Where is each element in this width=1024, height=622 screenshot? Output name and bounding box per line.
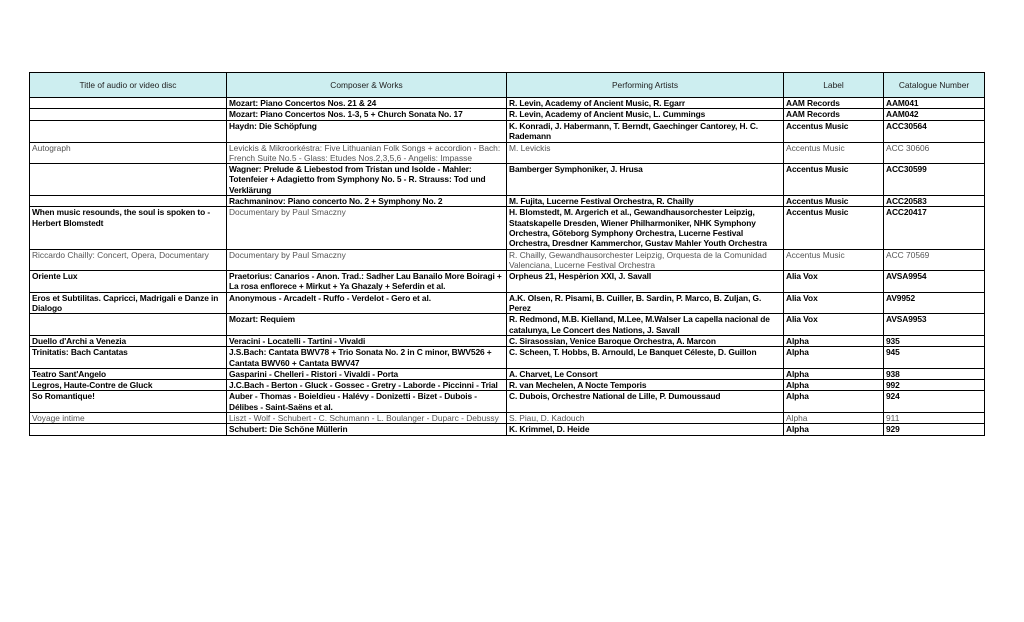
header-title: Title of audio or video disc: [30, 73, 227, 98]
cell-label: Accentus Music: [784, 249, 884, 271]
cell-composer: J.S.Bach: Cantata BWV78 + Trio Sonata No. 2 in C minor, BWV526 + Cantata BWV60 + Cantata BWV47: [227, 347, 507, 369]
cell-title: Trinitatis: Bach Cantatas: [30, 347, 227, 369]
cell-composer: Mozart: Piano Concertos Nos. 21 & 24: [227, 98, 507, 109]
cell-artists: H. Blomstedt, M. Argerich et al., Gewandhausorchester Leipzig, Staatskapelle Dresden, Wiener Philharmoniker, NHK Symphony Orchestra, Göteborg Symphony Orchestra, Lucerne Festival Orchestra, Dresdner Kammerchor, Gustav Mahler Youth Orchestra: [507, 207, 784, 249]
cell-title: Duello d'Archi a Venezia: [30, 335, 227, 346]
cell-label: Accentus Music: [784, 207, 884, 249]
cell-composer: Praetorius: Canarios - Anon. Trad.: Sadher Lau Banailo More Boiragi + La rosa enflorece + Mirkut + Ya Ghazaly + Seferdin et al.: [227, 271, 507, 293]
table-row: [30, 314, 985, 336]
cell-catalogue: AAM042: [884, 109, 985, 120]
cell-catalogue: 935: [884, 335, 985, 346]
cell-artists: R. Chailly, Gewandhausorchester Leipzig, Orquesta de la Comunidad Valenciana, Lucerne Festival Orchestra: [507, 249, 784, 271]
table-row: [30, 391, 985, 413]
table-row: [30, 164, 985, 196]
cell-catalogue: ACC 30606: [884, 142, 985, 164]
cell-catalogue: ACC20583: [884, 196, 985, 207]
cell-artists: K. Krimmel, D. Heide: [507, 424, 784, 435]
cell-artists: Orpheus 21, Hespèrion XXI, J. Savall: [507, 271, 784, 293]
cell-composer: Liszt - Wolf - Schubert - C. Schumann - L. Boulanger - Duparc - Debussy: [227, 413, 507, 424]
cell-catalogue: 938: [884, 368, 985, 379]
cell-title: So Romantique!: [30, 391, 227, 413]
cell-catalogue: ACC20417: [884, 207, 985, 249]
table-row: [30, 335, 985, 346]
cell-composer: J.C.Bach - Berton - Gluck - Gossec - Gretry - Laborde - Piccinni - Trial: [227, 380, 507, 391]
header-composer: Composer & Works: [227, 73, 507, 98]
table-row: [30, 413, 985, 424]
cell-catalogue: ACC30599: [884, 164, 985, 196]
cell-title: Teatro Sant'Angelo: [30, 368, 227, 379]
cell-label: Alpha: [784, 368, 884, 379]
cell-title: Eros et Subtilitas. Capricci, Madrigali e Danze in Dialogo: [30, 292, 227, 314]
header-row: [30, 73, 985, 98]
cell-composer: Veracini - Locatelli - Tartini - Vivaldi: [227, 335, 507, 346]
cell-artists: K. Konradi, J. Habermann, T. Berndt, Gaechinger Cantorey, H. C. Rademann: [507, 120, 784, 142]
cell-title: Riccardo Chailly: Concert, Opera, Documentary: [30, 249, 227, 271]
cell-title: [30, 109, 227, 120]
cell-artists: A. Charvet, Le Consort: [507, 368, 784, 379]
cell-title: Oriente Lux: [30, 271, 227, 293]
cell-label: Alia Vox: [784, 292, 884, 314]
cell-composer: Documentary by Paul Smaczny: [227, 249, 507, 271]
cell-catalogue: AV9952: [884, 292, 985, 314]
cell-artists: Bamberger Symphoniker, J. Hrusa: [507, 164, 784, 196]
cell-composer: Documentary by Paul Smaczny: [227, 207, 507, 249]
cell-title: [30, 314, 227, 336]
cell-title: When music resounds, the soul is spoken to - Herbert Blomstedt: [30, 207, 227, 249]
cell-catalogue: 924: [884, 391, 985, 413]
cell-composer: Levickis & Mikroorkéstra: Five Lithuanian Folk Songs + accordion - Bach: French Suite No.5 - Glass: Etudes Nos.2,3,5,6 - Angelis: Impasse: [227, 142, 507, 164]
cell-label: Accentus Music: [784, 164, 884, 196]
table-row: [30, 249, 985, 271]
cell-title: Autograph: [30, 142, 227, 164]
cell-label: Alpha: [784, 380, 884, 391]
cell-label: Alpha: [784, 413, 884, 424]
cell-artists: C. Sirasossian, Venice Baroque Orchestra, A. Marcon: [507, 335, 784, 346]
cell-artists: M. Levickis: [507, 142, 784, 164]
cell-title: Voyage intime: [30, 413, 227, 424]
table-row: [30, 109, 985, 120]
table-row: [30, 368, 985, 379]
cell-composer: Gasparini - Chelleri - Ristori - Vivaldi - Porta: [227, 368, 507, 379]
cell-label: Alpha: [784, 424, 884, 435]
cell-artists: C. Dubois, Orchestre National de Lille, P. Dumoussaud: [507, 391, 784, 413]
cell-composer: Mozart: Requiem: [227, 314, 507, 336]
cell-catalogue: AVSA9953: [884, 314, 985, 336]
header-artists: Performing Artists: [507, 73, 784, 98]
cell-label: Accentus Music: [784, 142, 884, 164]
cell-composer: Auber - Thomas - Boieldieu - Halévy - Donizetti - Bizet - Dubois - Délibes - Saint-Saëns et al.: [227, 391, 507, 413]
table-row: [30, 120, 985, 142]
cell-artists: C. Scheen, T. Hobbs, B. Arnould, Le Banquet Céleste, D. Guillon: [507, 347, 784, 369]
cell-artists: M. Fujita, Lucerne Festival Orchestra, R. Chailly: [507, 196, 784, 207]
cell-artists: R. Levin, Academy of Ancient Music, R. Egarr: [507, 98, 784, 109]
header-catalogue: Catalogue Number: [884, 73, 985, 98]
cell-artists: S. Piau, D. Kadouch: [507, 413, 784, 424]
cell-artists: R. van Mechelen, A Nocte Temporis: [507, 380, 784, 391]
table-row: [30, 380, 985, 391]
table-row: [30, 271, 985, 293]
table-row: [30, 424, 985, 435]
cell-catalogue: AVSA9954: [884, 271, 985, 293]
cell-artists: R. Levin, Academy of Ancient Music, L. Cummings: [507, 109, 784, 120]
cell-artists: A.K. Olsen, R. Pisami, B. Cuiller, B. Sardin, P. Marco, B. Zuljan, G. Perez: [507, 292, 784, 314]
cell-label: Accentus Music: [784, 120, 884, 142]
table-row: [30, 292, 985, 314]
cell-title: [30, 120, 227, 142]
table-row: [30, 347, 985, 369]
cell-label: Alpha: [784, 391, 884, 413]
cell-catalogue: ACC30564: [884, 120, 985, 142]
cell-catalogue: 929: [884, 424, 985, 435]
cell-title: [30, 196, 227, 207]
cell-catalogue: 992: [884, 380, 985, 391]
cell-catalogue: 911: [884, 413, 985, 424]
table-row: [30, 142, 985, 164]
table-row: [30, 98, 985, 109]
cell-title: Legros, Haute-Contre de Gluck: [30, 380, 227, 391]
cell-label: Alia Vox: [784, 314, 884, 336]
cell-composer: Schubert: Die Schöne Müllerin: [227, 424, 507, 435]
cell-label: Alpha: [784, 335, 884, 346]
cell-label: AAM Records: [784, 109, 884, 120]
cell-composer: Haydn: Die Schöpfung: [227, 120, 507, 142]
cell-label: AAM Records: [784, 98, 884, 109]
cell-composer: Mozart: Piano Concertos Nos. 1-3, 5 + Church Sonata No. 17: [227, 109, 507, 120]
cell-title: [30, 98, 227, 109]
cell-composer: Anonymous - Arcadelt - Ruffo - Verdelot - Gero et al.: [227, 292, 507, 314]
header-label: Label: [784, 73, 884, 98]
cell-composer: Wagner: Prelude & Liebestod from Tristan und Isolde - Mahler: Totenfeier + Adagietto from Symphony No. 5 - R. Strauss: Tod und Verklärung: [227, 164, 507, 196]
cell-label: Alia Vox: [784, 271, 884, 293]
table-row: [30, 196, 985, 207]
catalogue-table: [29, 72, 985, 436]
cell-label: Accentus Music: [784, 196, 884, 207]
table-row: [30, 207, 985, 249]
cell-catalogue: 945: [884, 347, 985, 369]
cell-catalogue: ACC 70569: [884, 249, 985, 271]
cell-catalogue: AAM041: [884, 98, 985, 109]
cell-label: Alpha: [784, 347, 884, 369]
cell-artists: R. Redmond, M.B. Kielland, M.Lee, M.Walser La capella nacional de catalunya, Le Concert des Nations, J. Savall: [507, 314, 784, 336]
cell-composer: Rachmaninov: Piano concerto No. 2 + Symphony No. 2: [227, 196, 507, 207]
cell-title: [30, 164, 227, 196]
cell-title: [30, 424, 227, 435]
